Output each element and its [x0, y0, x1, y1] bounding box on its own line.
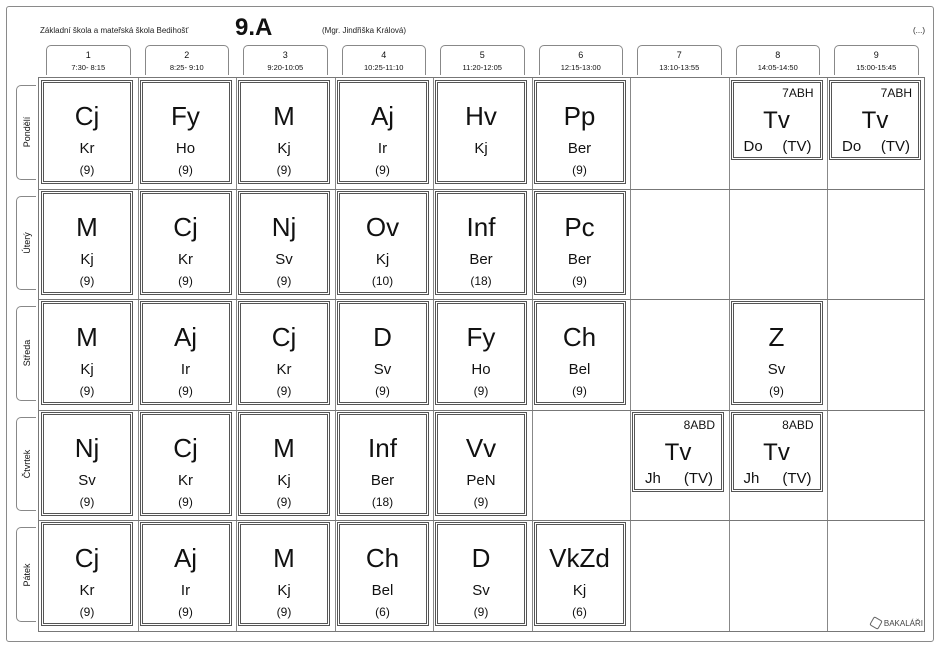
day-name: Pondělí [21, 117, 32, 148]
lesson-cell[interactable] [731, 80, 823, 160]
lesson-room: (9) [79, 605, 95, 620]
grid-column-divider [138, 78, 139, 631]
lesson-teacher: Jh [645, 469, 661, 487]
period-header-7 [637, 45, 722, 75]
period-number: 4 [381, 50, 387, 60]
lesson-teacher: Kr [79, 582, 95, 600]
lesson-cell[interactable] [337, 412, 429, 516]
lesson-subject: Fy [171, 101, 200, 131]
lesson-room: (TV) [782, 138, 812, 155]
lesson-cell[interactable] [435, 522, 527, 626]
lesson-teacher: Bel [568, 361, 591, 379]
lesson-teacher: Kr [276, 361, 292, 379]
lesson-subject: Aj [173, 543, 198, 574]
period-time: 9:20-10:05 [267, 63, 304, 72]
lesson-cell[interactable] [534, 522, 626, 626]
period-number: 1 [85, 50, 91, 60]
lesson-teacher: Kj [572, 582, 587, 600]
period-time: 7:30- 8:15 [71, 63, 106, 72]
lesson-subject: Cj [271, 322, 297, 353]
lesson-cell[interactable] [534, 301, 626, 405]
lesson-cell[interactable] [337, 301, 429, 405]
lesson-cell[interactable] [534, 80, 626, 184]
period-header-9 [834, 45, 919, 75]
lesson-teacher: Bel [371, 582, 394, 600]
lesson-room: (TV) [782, 469, 812, 487]
period-header-1 [46, 45, 131, 75]
lesson-cell[interactable] [140, 301, 232, 405]
lesson-subject: Inf [466, 211, 496, 242]
lesson-cell[interactable] [337, 80, 429, 184]
lesson-cell[interactable] [435, 191, 527, 295]
lesson-room: (9) [178, 605, 193, 620]
grid-column-divider [630, 78, 631, 631]
lesson-cell[interactable] [435, 80, 527, 184]
lesson-subject: Ch [562, 322, 597, 353]
lesson-teacher: Kr [178, 250, 193, 268]
lesson-room: (9) [276, 273, 292, 288]
lesson-teacher: Ir [180, 582, 191, 600]
lesson-subject: Ov [365, 211, 400, 242]
lesson-subject: Tv [664, 438, 692, 466]
lesson-room: (9) [276, 605, 292, 620]
lesson-cell[interactable] [238, 80, 330, 184]
lesson-cell[interactable] [140, 191, 232, 295]
period-time: 13:10-13:55 [659, 63, 700, 72]
lesson-teacher: Do [842, 138, 862, 155]
grid-column-divider [827, 78, 828, 631]
period-header-5 [440, 45, 525, 75]
period-number: 5 [479, 50, 485, 60]
lesson-subject: Cj [74, 101, 100, 131]
lesson-teacher: Sv [767, 361, 786, 379]
lesson-room: (9) [276, 384, 292, 399]
lesson-teacher: PeN [466, 471, 496, 489]
day-label [16, 306, 36, 401]
period-number: 7 [676, 50, 682, 60]
lesson-teacher: Ir [377, 140, 388, 157]
lesson-subject: Pc [564, 211, 595, 242]
lesson-teacher: Do [743, 138, 763, 155]
period-time: 14:05-14:50 [757, 63, 798, 72]
lesson-subject: Aj [370, 101, 395, 131]
lesson-room: (6) [572, 605, 587, 620]
day-name: Čtvrtek [21, 449, 32, 479]
period-number: 3 [282, 50, 288, 60]
lesson-group: 7ABH [880, 86, 912, 100]
lesson-cell[interactable] [435, 412, 527, 516]
lesson-cell[interactable] [238, 412, 330, 516]
lesson-cell[interactable] [238, 191, 330, 295]
lesson-teacher: Kj [277, 471, 291, 489]
school-name: Základní škola a mateřská škola Bedihošť [40, 26, 189, 35]
lesson-teacher: Ir [180, 361, 191, 379]
lesson-room: (9) [375, 384, 390, 399]
lesson-teacher: Kj [375, 250, 390, 268]
lesson-room: (9) [473, 384, 489, 399]
lesson-teacher: Sv [472, 582, 490, 600]
day-label [16, 196, 36, 291]
lesson-group: 8ABD [683, 417, 715, 432]
day-name: Středa [21, 340, 32, 367]
lesson-room: (9) [178, 163, 193, 177]
lesson-room: (9) [178, 384, 193, 399]
lesson-cell[interactable] [632, 412, 724, 492]
period-number: 2 [184, 50, 190, 60]
lesson-cell[interactable] [829, 80, 921, 160]
lesson-room: (TV) [880, 138, 910, 155]
lesson-room: (TV) [683, 469, 713, 487]
lesson-subject: D [373, 322, 392, 353]
period-header-8 [736, 45, 821, 75]
lesson-subject: VkZd [549, 543, 610, 574]
day-label [16, 417, 36, 512]
lesson-subject: Cj [173, 432, 198, 463]
lesson-cell[interactable] [337, 191, 429, 295]
lesson-subject: Nj [74, 432, 100, 463]
lesson-subject: M [273, 543, 295, 574]
lesson-teacher: Kj [80, 250, 94, 268]
lesson-cell[interactable] [435, 301, 527, 405]
lesson-subject: Aj [173, 322, 198, 353]
lesson-room: (9) [178, 273, 193, 288]
class-teacher: (Mgr. Jindřiška Králová) [322, 26, 407, 35]
more-link[interactable]: (...) [913, 26, 925, 35]
lesson-group: 7ABH [782, 86, 814, 100]
lesson-room: (10) [371, 273, 394, 288]
lesson-teacher: Sv [373, 361, 392, 379]
lesson-cell[interactable] [41, 301, 133, 405]
lesson-teacher: Ber [567, 140, 592, 157]
lesson-subject: M [76, 322, 98, 353]
lesson-subject: Pp [563, 101, 596, 131]
lesson-cell[interactable] [41, 412, 133, 516]
period-time: 15:00-15:45 [856, 63, 897, 72]
grid-column-divider [335, 78, 336, 631]
lesson-room: (9) [276, 494, 292, 509]
lesson-teacher: Kr [79, 140, 95, 157]
lesson-cell[interactable] [41, 522, 133, 626]
period-time: 10:25-11:10 [364, 63, 404, 72]
lesson-teacher: Ber [370, 471, 395, 489]
lesson-cell[interactable] [238, 522, 330, 626]
grid-row-divider [39, 189, 924, 190]
period-header-6 [539, 45, 624, 75]
period-number: 8 [775, 50, 781, 60]
lesson-subject: Ch [365, 543, 400, 574]
lesson-subject: M [76, 211, 98, 242]
lesson-room: (9) [572, 163, 587, 177]
lesson-teacher: Sv [78, 471, 96, 489]
period-header-3 [243, 45, 328, 75]
lesson-room: (9) [572, 273, 587, 288]
logo-text: BAKALÁŘI [883, 618, 923, 628]
lesson-cell[interactable] [534, 191, 626, 295]
lesson-cell[interactable] [238, 301, 330, 405]
hexagon-icon [869, 616, 883, 630]
lesson-cell[interactable] [140, 80, 232, 184]
lesson-teacher: Sv [275, 250, 293, 268]
grid-row-divider [39, 299, 924, 300]
lesson-cell[interactable] [337, 522, 429, 626]
lesson-cell[interactable] [140, 522, 232, 626]
lesson-subject: D [471, 543, 491, 574]
period-number: 9 [873, 50, 879, 60]
lesson-subject: Tv [763, 107, 790, 134]
grid-column-divider [532, 78, 533, 631]
lesson-room: (9) [79, 384, 95, 399]
lesson-group: 8ABD [782, 417, 814, 432]
lesson-cell[interactable] [731, 412, 823, 492]
lesson-teacher: Kj [80, 361, 94, 379]
lesson-subject: Nj [271, 211, 297, 242]
lesson-subject: M [273, 432, 295, 463]
grid-column-divider [236, 78, 237, 631]
lesson-teacher: Kj [277, 140, 291, 157]
lesson-teacher: Ber [567, 250, 592, 268]
lesson-subject: Cj [74, 543, 100, 574]
lesson-cell[interactable] [41, 191, 133, 295]
lesson-subject: Vv [465, 432, 497, 463]
period-header-4 [342, 45, 427, 75]
period-time: 8:25- 9:10 [169, 63, 204, 72]
lesson-room: (9) [769, 384, 784, 399]
period-number: 6 [578, 50, 584, 60]
lesson-room: (18) [470, 273, 492, 288]
lesson-room: (9) [79, 273, 95, 288]
period-time: 11:20-12:05 [462, 63, 502, 72]
lesson-teacher: Jh [743, 469, 760, 487]
lesson-teacher: Ho [471, 361, 491, 379]
lesson-room: (9) [178, 494, 193, 509]
period-header-2 [145, 45, 230, 75]
grid-column-divider [433, 78, 434, 631]
lesson-subject: Inf [368, 432, 397, 463]
lesson-cell[interactable] [731, 301, 823, 405]
lesson-room: (9) [572, 384, 587, 399]
day-label [16, 527, 36, 622]
lesson-subject: Fy [466, 322, 496, 353]
lesson-subject: Tv [763, 438, 790, 466]
lesson-room: (18) [371, 494, 394, 509]
day-name: Úterý [21, 232, 32, 254]
lesson-room: (9) [473, 605, 489, 620]
lesson-subject: Hv [465, 101, 497, 131]
lesson-room: (6) [375, 605, 390, 620]
grid-row-divider [39, 520, 924, 521]
period-time: 12:15-13:00 [560, 63, 601, 72]
bakalari-logo [871, 618, 923, 628]
lesson-cell[interactable] [140, 412, 232, 516]
day-label [16, 85, 36, 180]
lesson-subject: Cj [173, 211, 198, 242]
lesson-subject: Z [768, 322, 785, 353]
lesson-subject: Tv [861, 107, 889, 134]
lesson-teacher: Ho [175, 140, 196, 157]
lesson-room: (9) [79, 163, 95, 177]
lesson-teacher: Kj [474, 140, 488, 157]
lesson-room: (9) [79, 494, 95, 509]
lesson-teacher: Kj [277, 582, 291, 600]
grid-row-divider [39, 410, 924, 411]
class-name: 9.A [235, 14, 273, 41]
lesson-cell[interactable] [41, 80, 133, 184]
lesson-room: (9) [276, 163, 292, 177]
lesson-subject: M [273, 101, 295, 131]
grid-column-divider [729, 78, 730, 631]
lesson-teacher: Kr [178, 471, 193, 489]
lesson-room: (9) [473, 494, 489, 509]
day-name: Pátek [21, 563, 32, 587]
lesson-room: (9) [375, 163, 390, 177]
lesson-teacher: Ber [469, 250, 493, 268]
